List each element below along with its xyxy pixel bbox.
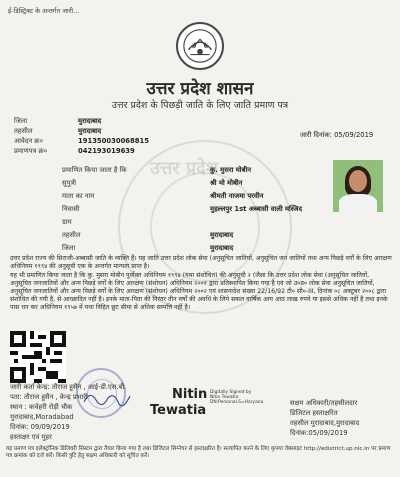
qr-code-graphic [10, 331, 66, 383]
meta-label-application-no: आवेदन क्र० [14, 137, 44, 145]
caste-paragraph: उत्तर प्रदेश राज्य की सिराजी-अब्बासी जाति के व्यक्ति हैं। यह जाति उत्तर प्रदेश लोक सेवा (अनुसूचित जातियों, अनुसूचित जन जातियों तथा अन्य पिछड़े वर्गों के लिए आरक्षण अधिनियम १९९४ की अनुसूची एक के अन्तर्गत मान्यता प्राप्त है। [10, 255, 392, 271]
meta-label-district: जिला [14, 117, 28, 125]
meta-label-tehsil: तहसील [14, 127, 33, 135]
detail-value-district: मुरादाबाद [210, 244, 234, 252]
detail-label-village: ग्राम [62, 218, 72, 226]
meta-value-application-no: 191350030068815 [78, 137, 149, 145]
meta-label-certificate-no: प्रमाणपत्र क्र० [14, 147, 48, 155]
detail-label-district: जिला [62, 244, 76, 252]
detail-label-daughter-of: सुपुत्री [62, 179, 76, 187]
issue-date: जारी दिनांक: 05/09/2019 [300, 131, 374, 139]
meta-value-certificate-no: 042193019639 [78, 147, 135, 155]
watermark-text: उत्तर प्रदेश [150, 158, 218, 179]
officer-digital-sign: डिजिटल हस्ताक्षरित [290, 409, 338, 417]
detail-label-resident: निवासी [62, 205, 80, 213]
issuer-city: मुरादाबाद,Moradabad [10, 413, 74, 421]
issuer-signature-icon [82, 388, 132, 408]
certificate-subtitle: उत्तर प्रदेश के पिछड़ी जाति के लिए जाति प्रमाण पत्र [111, 100, 289, 111]
applicant-photo [333, 160, 383, 212]
meta-value-tehsil: मुरादाबाद [78, 127, 102, 135]
digital-signer-last-name: Tewatia [150, 403, 207, 418]
detail-value-father: श्री मो मोबीन [210, 179, 243, 187]
issuer-centre: जारी कर्ता केन्द्र: तौराज हुसैन , आई-डी.एस.बी. [10, 383, 127, 391]
detail-value-address: मुहल्लपुर 1st अब्बासी वाली मस्जिद [210, 205, 303, 213]
emblem-graphic [181, 27, 219, 65]
officer-tehsil: तहसील मुरादाबाद,मुरादाबाद [290, 419, 360, 427]
digital-signature-detail: Digitally Signed by Nitin Tewatia DN:Personal,S=Haryana [210, 390, 264, 405]
detail-label-certify: प्रमाणित किया जाता है कि [62, 166, 127, 174]
issuer-place: स्थान : कचेहरी रोड़ी चौक [10, 403, 73, 411]
issuer-sign-seal: हस्ताक्षर एवं मुहर [10, 433, 52, 441]
detail-value-name: कु. मुसरा मोबीन [210, 166, 251, 174]
qr-code [10, 331, 66, 383]
verification-footer: यह प्रमाण पत्र इलेक्ट्रॉनिक डिलिवरी सिस्टम द्वारा तैयार किया गया है तथा डिजिटल सिग्नेचर से हस्ताक्षरित है। सत्यापित करने के लिए कृपया वेबसाइट http://edistrict.up.nic.in पर प्रमाण पत्र क्रमांक को दर्ज करें। किसी त्रुटि हेतु सक्षम अधिकारी को सूचित करें। [6, 446, 391, 460]
detail-value-mother: श्रीमती नाजमा परवीन [210, 192, 264, 200]
scheme-note: ई-डिस्ट्रिक्ट के अन्तर्गत जारी... [8, 7, 80, 15]
certificate-title: उत्तर प्रदेश शासन [146, 79, 254, 99]
issuer-date: दिनांक: 09/09/2019 [10, 423, 70, 431]
meta-value-district: मुरादाबाद [78, 117, 102, 125]
certification-paragraph: यह भी प्रमाणित किया जाता है कि कु. मुसरा मोबीन पूर्वोक्त अधिनियम १९९४ (यथा संशोधित) की अनुसूची २ (जैसा कि उत्तर प्रदेश लोक सेवा (अनुसूचित जातियों, अनुसूचित जनजातियों और अन्य पिछड़े वर्गों के लिए आरक्षण (संशोधन) अधिनियम २००१ द्वारा प्रतिस्थापित किया गया है एवं जो उ०प्र० लोक सेवा अनुसूचित जातियों, अनुसूचित जनजातियों और अन्य पिछड़े वर्गों के लिए आरक्षण (संशोधन) अधिनियम २००२ एवं शासनादेश संख्या 22/16/92 टी० सी०-III, दिनांक ०८ अक्टूबर २००८ द्वारा संशोधित की गयी है, से आच्छादित नहीं है। इनके माता-पिता की निरंतर तीन वर्षों की अवधि के लिये सकल वार्षिक आय आठ लाख रुपये या इससे अधिक नहीं है तथा इनके पास धन कर अधिनियम १९५७ में यथा विहित छूट सीमा से अधिक सम्पत्ति नहीं है। [10, 272, 388, 312]
officer-title: सक्षम अधिकारी/तहसीलदार [290, 399, 358, 407]
detail-label-mother-name: माता का नाम [62, 192, 95, 200]
officer-date: दिनांक:05/09/2019 [290, 429, 348, 437]
digital-signer-first-name: Nitin [172, 387, 208, 402]
issuer-address: पता: तौराज हुसैन , केन्द्र प्रभारी [10, 393, 88, 401]
detail-value-tehsil: मुरादाबाद [210, 231, 234, 239]
detail-label-tehsil: तहसील [62, 231, 81, 239]
up-state-emblem-icon [176, 22, 224, 70]
